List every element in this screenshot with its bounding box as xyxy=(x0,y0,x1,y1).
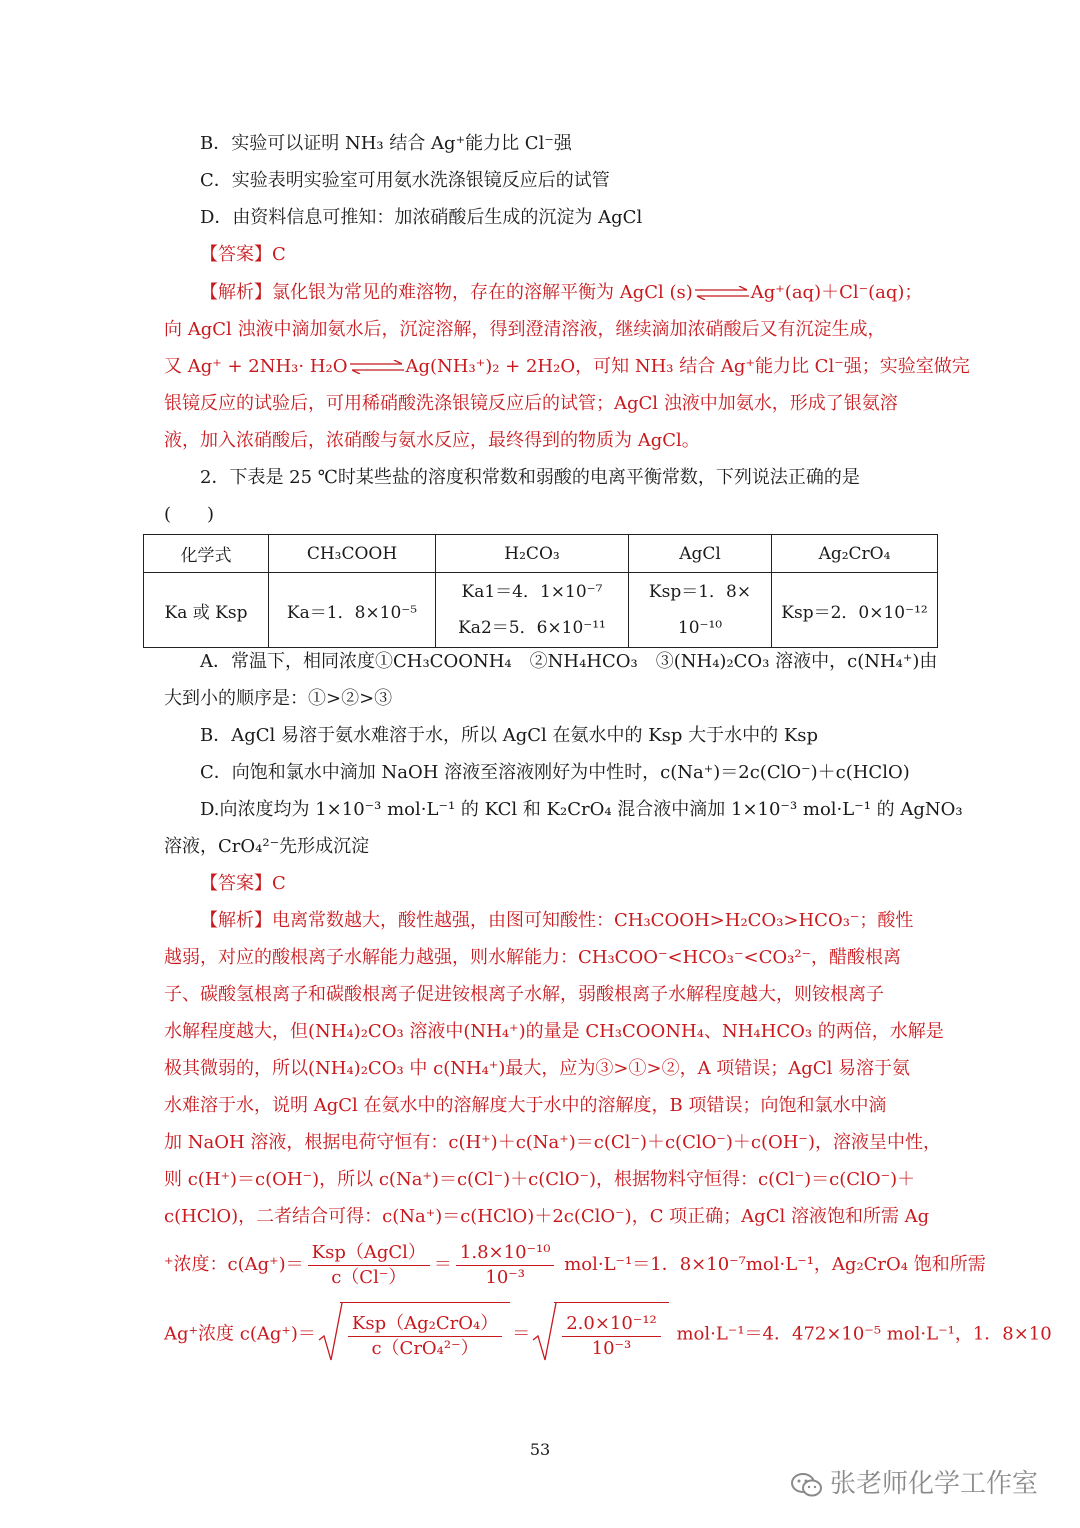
answer-value: C xyxy=(272,244,286,265)
q1-answer xyxy=(200,243,920,267)
table-header-cell: AgCl xyxy=(629,535,772,573)
watermark xyxy=(790,1463,1038,1500)
fraction-numerator: 2.0×10⁻¹² xyxy=(562,1312,661,1337)
fraction-denominator: c（CrO₄²⁻） xyxy=(371,1337,479,1359)
q1-analysis-line-5: 液，加入浓硝酸后，浓硝酸与氨水反应，最终得到的物质为 AgCl。 xyxy=(164,430,700,451)
table-cell-line: Ksp＝1．8× xyxy=(648,582,752,602)
table-cell-line: Ka2＝5．6×10⁻¹¹ xyxy=(458,618,606,638)
fraction xyxy=(308,1241,430,1290)
fraction-denominator: 10⁻³ xyxy=(485,1266,525,1288)
q1-analysis-line-2: 向 AgCl 浊液中滴加氨水后，沉淀溶解，得到澄清溶液，继续滴加浓硝酸后又有沉淀生成， xyxy=(164,319,886,340)
table-row-label: Ka 或 Ksp xyxy=(144,573,269,648)
q1-option-b: B．实验可以证明 NH₃ 结合 Ag⁺能力比 Cl⁻强 xyxy=(200,133,572,154)
page-number: 53 xyxy=(529,1440,551,1459)
equilibrium-arrow-icon xyxy=(693,286,751,300)
fraction-denominator: c（Cl⁻） xyxy=(331,1266,407,1288)
formula-suffix: mol·L⁻¹＝1．8×10⁻⁷mol·L⁻¹，Ag₂CrO₄ 饱和所需 xyxy=(564,1254,986,1275)
watermark-text: 张老师化学工作室 xyxy=(830,1469,1039,1499)
equals-sign: ＝ xyxy=(433,1254,452,1275)
radicand xyxy=(340,1302,510,1367)
q2-option-a-line-1: A．常温下，相同浓度①CH₃COONH₄ ②NH₄HCO₃ ③(NH₄)₂CO₃ 溶液中，c(NH₄⁺)由 xyxy=(200,651,938,672)
radicand xyxy=(554,1302,669,1367)
table-header-cell: CH₃COOH xyxy=(269,535,436,573)
wechat-icon xyxy=(790,1471,824,1499)
q2-option-a-line-2: 大到小的顺序是：①>②>③ xyxy=(164,688,393,709)
q2-analysis-line-8: 则 c(H⁺)＝c(OH⁻)，所以 c(Na⁺)＝c(Cl⁻)＋c(ClO⁻)，根据物料守恒得：c(Cl⁻)＝c(ClO⁻)＋ xyxy=(164,1169,916,1190)
radical-sign-icon xyxy=(318,1302,344,1362)
formula-suffix: mol·L⁻¹＝4．472×10⁻⁵ mol·L⁻¹，1．8×10 xyxy=(676,1323,1052,1345)
table-cell-agcl xyxy=(629,573,772,648)
q2-option-b: B．AgCl 易溶于氨水难溶于水，所以 AgCl 在氨水中的 Ksp 大于水中的 Ksp xyxy=(200,725,819,746)
q2-formula-ag2cro4 xyxy=(164,1302,1052,1367)
table-cell-ch3cooh: Ka＝1．8×10⁻⁵ xyxy=(269,573,436,648)
equals-sign: ＝ xyxy=(512,1323,531,1345)
q2-answer xyxy=(200,872,920,896)
q1-analysis-line-3 xyxy=(164,355,970,379)
analysis-text: 又 Ag⁺ + 2NH₃· H₂O xyxy=(164,356,348,377)
q2-answer-blank: ( ) xyxy=(164,504,215,525)
formula-prefix: ⁺浓度：c(Ag⁺)＝ xyxy=(164,1254,304,1275)
q1-analysis-line-4: 银镜反应的试验后，可用稀硝酸洗涤银镜反应后的试管；AgCl 浊液中加氨水，形成了银氨溶 xyxy=(164,393,898,414)
formula-prefix: Ag⁺浓度 c(Ag⁺)＝ xyxy=(164,1323,316,1345)
q2-analysis-line-3: 子、碳酸氢根离子和碳酸根离子促进铵根离子水解，弱酸根离子水解程度越大，则铵根离子 xyxy=(164,984,884,1005)
analysis-label: 【解析】 xyxy=(200,282,272,303)
q2-stem: 2．下表是 25 ℃时某些盐的溶度积常数和弱酸的电离平衡常数，下列说法正确的是 xyxy=(200,467,860,488)
table-header-cell: Ag₂CrO₄ xyxy=(772,535,938,573)
q1-option-c: C．实验表明实验室可用氨水洗涤银镜反应后的试管 xyxy=(200,170,610,191)
analysis-text: 氯化银为常见的难溶物，存在的溶解平衡为 AgCl (s) xyxy=(272,282,693,303)
table-header-cell: 化学式 xyxy=(144,535,269,573)
q2-option-d-line-2: 溶液，CrO₄²⁻先形成沉淀 xyxy=(164,836,370,857)
answer-label: 【答案】 xyxy=(200,873,272,894)
table-cell-line: 10⁻¹⁰ xyxy=(677,618,723,638)
radical-sign-icon xyxy=(532,1302,558,1362)
fraction-numerator: Ksp（AgCl） xyxy=(308,1241,430,1266)
q1-option-d: D．由资料信息可推知：加浓硝酸后生成的沉淀为 AgCl xyxy=(200,207,643,228)
fraction-numerator: 1.8×10⁻¹⁰ xyxy=(456,1241,555,1266)
q2-option-c: C．向饱和氯水中滴加 NaOH 溶液至溶液刚好为中性时，c(Na⁺)＝2c(ClO⁻)＋c(HClO) xyxy=(200,762,910,783)
table-cell-line: Ka1＝4．1×10⁻⁷ xyxy=(461,582,603,602)
equilibrium-arrow-icon xyxy=(348,360,406,374)
q2-formula-agcl xyxy=(164,1240,986,1290)
q2-analysis-line-5: 极其微弱的，所以(NH₄)₂CO₃ 中 c(NH₄⁺)最大，应为③>①>②，A 项错误；AgCl 易溶于氨 xyxy=(164,1058,911,1079)
analysis-text: Ag(NH₃⁺)₂ + 2H₂O，可知 NH₃ 结合 Ag⁺能力比 Cl⁻强；实验室做完 xyxy=(405,356,970,377)
analysis-text: Ag⁺(aq)＋Cl⁻(aq)； xyxy=(750,282,923,303)
q2-analysis-line-1 xyxy=(200,909,920,933)
square-root xyxy=(532,1302,669,1367)
fraction-denominator: 10⁻³ xyxy=(591,1337,632,1359)
fraction-numerator: Ksp（Ag₂CrO₄） xyxy=(348,1312,502,1337)
fraction xyxy=(348,1312,502,1361)
q1-analysis-line-1 xyxy=(200,281,923,305)
q2-analysis-line-7: 加 NaOH 溶液，根据电荷守恒有：c(H⁺)＋c(Na⁺)＝c(Cl⁻)＋c(ClO⁻)＋c(OH⁻)，溶液呈中性， xyxy=(164,1132,941,1153)
q2-analysis-line-9: c(HClO)，二者结合可得：c(Na⁺)＝c(HClO)＋2c(ClO⁻)，C 项正确；AgCl 溶液饱和所需 Ag xyxy=(164,1206,930,1227)
table-cell-ag2cro4: Ksp＝2．0×10⁻¹² xyxy=(772,573,938,648)
answer-value: C xyxy=(272,873,286,894)
constants-table xyxy=(143,534,938,648)
q2-analysis-line-4: 水解程度越大，但(NH₄)₂CO₃ 溶液中(NH₄⁺)的量是 CH₃COONH₄、NH₄HCO₃ 的两倍，水解是 xyxy=(164,1021,944,1042)
q2-analysis-line-2: 越弱，对应的酸根离子水解能力越强，则水解能力：CH₃COO⁻<HCO₃⁻<CO₃²⁻，醋酸根离 xyxy=(164,947,902,968)
analysis-label: 【解析】 xyxy=(200,910,272,931)
table-header-cell: H₂CO₃ xyxy=(436,535,629,573)
q2-analysis-line-6: 水难溶于水，说明 AgCl 在氨水中的溶解度大于水中的溶解度，B 项错误；向饱和氯水中滴 xyxy=(164,1095,887,1116)
fraction xyxy=(456,1241,555,1290)
q2-option-d-line-1: D.向浓度均为 1×10⁻³ mol·L⁻¹ 的 KCl 和 K₂CrO₄ 混合液中滴加 1×10⁻³ mol·L⁻¹ 的 AgNO₃ xyxy=(200,799,963,820)
table-cell-h2co3 xyxy=(436,573,629,648)
square-root xyxy=(318,1302,510,1367)
analysis-text: 电离常数越大，酸性越强，由图可知酸性：CH₃COOH>H₂CO₃>HCO₃⁻；酸性 xyxy=(272,910,914,931)
fraction xyxy=(562,1312,661,1361)
answer-label: 【答案】 xyxy=(200,244,272,265)
